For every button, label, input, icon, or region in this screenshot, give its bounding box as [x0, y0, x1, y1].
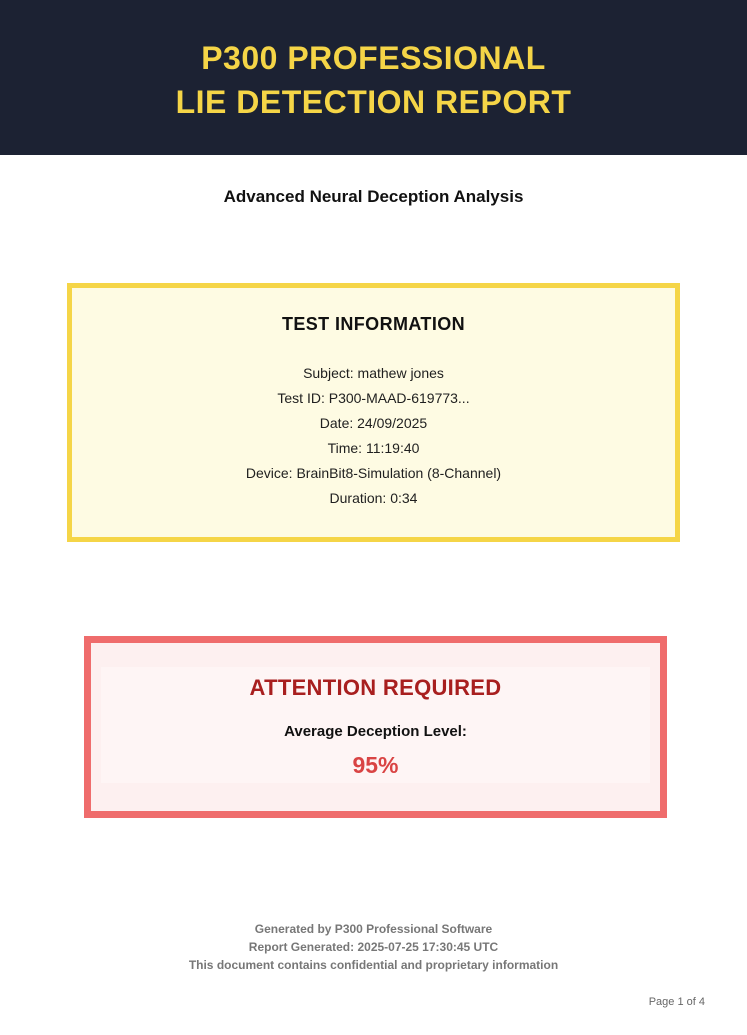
attention-required-title: ATTENTION REQUIRED: [249, 675, 502, 700]
attention-required-inner: [101, 667, 650, 783]
test-information-title: TEST INFORMATION: [281, 314, 466, 334]
footer-confidentiality-notice: This document contains confidential and proprietary information: [188, 958, 559, 972]
test-information-row-test-id: Test ID: P300-MAAD-619773...: [277, 390, 470, 406]
page-number: Page 1 of 4: [648, 996, 705, 1008]
report-footer: [0, 920, 747, 974]
test-information-row-device: Device: BrainBit8-Simulation (8-Channel): [245, 465, 502, 481]
average-deception-level-value: 95%: [352, 752, 399, 778]
report-subtitle: Advanced Neural Deception Analysis: [223, 187, 524, 206]
attention-required-card: [84, 636, 667, 818]
test-information-row-date: Date: 24/09/2025: [319, 415, 428, 431]
footer-generated-by: Generated by P300 Professional Software: [254, 922, 493, 936]
average-deception-level-label: Average Deception Level:: [284, 723, 467, 740]
test-information-row-time: Time: 11:19:40: [327, 440, 420, 456]
test-information-row-subject: Subject: mathew jones: [303, 365, 444, 381]
report-header-banner: [0, 0, 747, 155]
test-information-row-duration: Duration: 0:34: [329, 490, 418, 506]
report-title-line-1: P300 PROFESSIONAL: [201, 39, 546, 76]
test-information-card: [67, 283, 680, 542]
footer-report-generated: Report Generated: 2025-07-25 17:30:45 UTC: [248, 940, 499, 954]
report-title-line-2: LIE DETECTION REPORT: [175, 83, 572, 120]
